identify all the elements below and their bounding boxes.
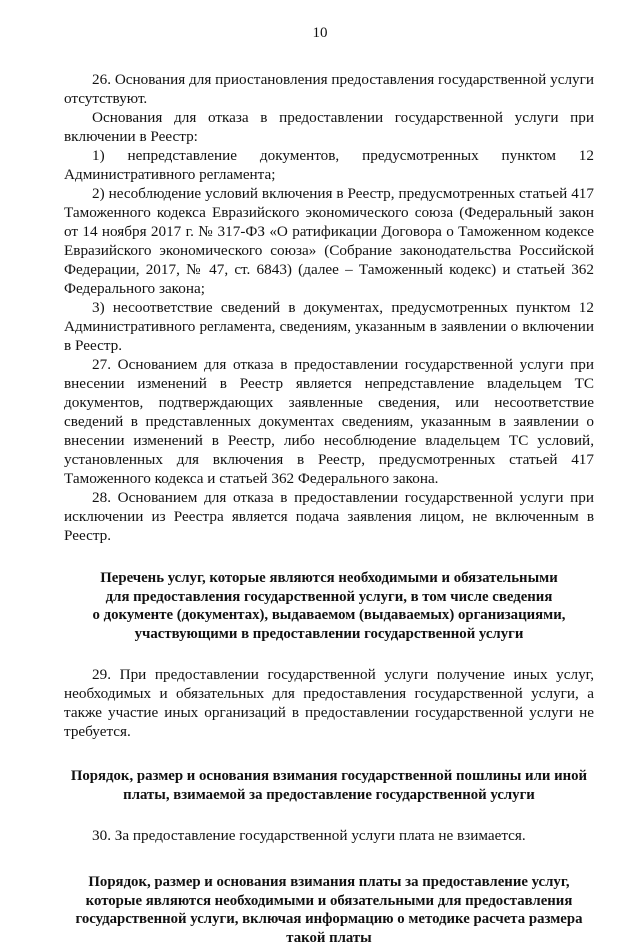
paragraph-26-item-2: 2) несоблюдение условий включения в Реестр, предусмотренных статьей 417 Таможенного кодекса Евразийского экономического союза (Федеральный закон от 14 ноября 2017 г. № 317-ФЗ «О ратификации Договора о Таможенном кодексе Евразийского экономического союза» (Собрание законодательства Российской Федерации, 2017, № 47, ст. 6843) (далее – Таможенный кодекс) и статьей 362 Федерального закона; — [64, 184, 594, 298]
heading-line: участвующими в предоставлении государственной услуги — [64, 625, 594, 644]
section-heading-fee-for-services — [64, 873, 594, 947]
paragraph-26-refusal-grounds: Основания для отказа в предоставлении государственной услуги при включении в Реестр: — [64, 108, 594, 146]
section-heading-required-services — [64, 569, 594, 643]
heading-line: Порядок, размер и основания взимания платы за предоставление услуг, — [64, 873, 594, 892]
paragraph-26-item-1: 1) непредставление документов, предусмотренных пунктом 12 Административного регламента; — [64, 146, 594, 184]
page-number: 10 — [0, 24, 640, 43]
heading-line: Порядок, размер и основания взимания государственной пошлины или иной — [64, 767, 594, 786]
paragraph-30: 30. За предоставление государственной услуги плата не взимается. — [64, 826, 594, 845]
heading-line: платы, взимаемой за предоставление государственной услуги — [64, 786, 594, 805]
document-body — [64, 70, 594, 947]
section-heading-state-fee — [64, 767, 594, 804]
paragraph-28: 28. Основанием для отказа в предоставлении государственной услуги при исключении из Реестра является подача заявления лицом, не включенным в Реестр. — [64, 488, 594, 545]
paragraph-26-item-3: 3) несоответствие сведений в документах, предусмотренных пунктом 12 Административного регламента, сведениям, указанным в заявлении о включении в Реестр. — [64, 298, 594, 355]
heading-line: которые являются необходимыми и обязательными для предоставления — [64, 892, 594, 911]
heading-line: такой платы — [64, 929, 594, 947]
heading-line: для предоставления государственной услуги, в том числе сведения — [64, 588, 594, 607]
heading-line: государственной услуги, включая информацию о методике расчета размера — [64, 910, 594, 929]
paragraph-26-intro: 26. Основания для приостановления предоставления государственной услуги отсутствуют. — [64, 70, 594, 108]
heading-line: Перечень услуг, которые являются необходимыми и обязательными — [64, 569, 594, 588]
paragraph-29: 29. При предоставлении государственной услуги получение иных услуг, необходимых и обязательных для предоставления государственной услуги, а также участие иных организаций в предоставлении государственной услуги не требуется. — [64, 665, 594, 741]
paragraph-27: 27. Основанием для отказа в предоставлении государственной услуги при внесении изменений в Реестр является непредставление владельцем ТС документов, подтверждающих заявленные сведения, или несоответствие сведений в представленных документах сведениям, указанным в заявлении о внесении изменений в Реестр, либо несоблюдение владельцем ТС условий, установленных для включения в Реестр, предусмотренных статьей 417 Таможенного кодекса и статьей 362 Федерального закона. — [64, 355, 594, 488]
heading-line: о документе (документах), выдаваемом (выдаваемых) организациями, — [64, 606, 594, 625]
